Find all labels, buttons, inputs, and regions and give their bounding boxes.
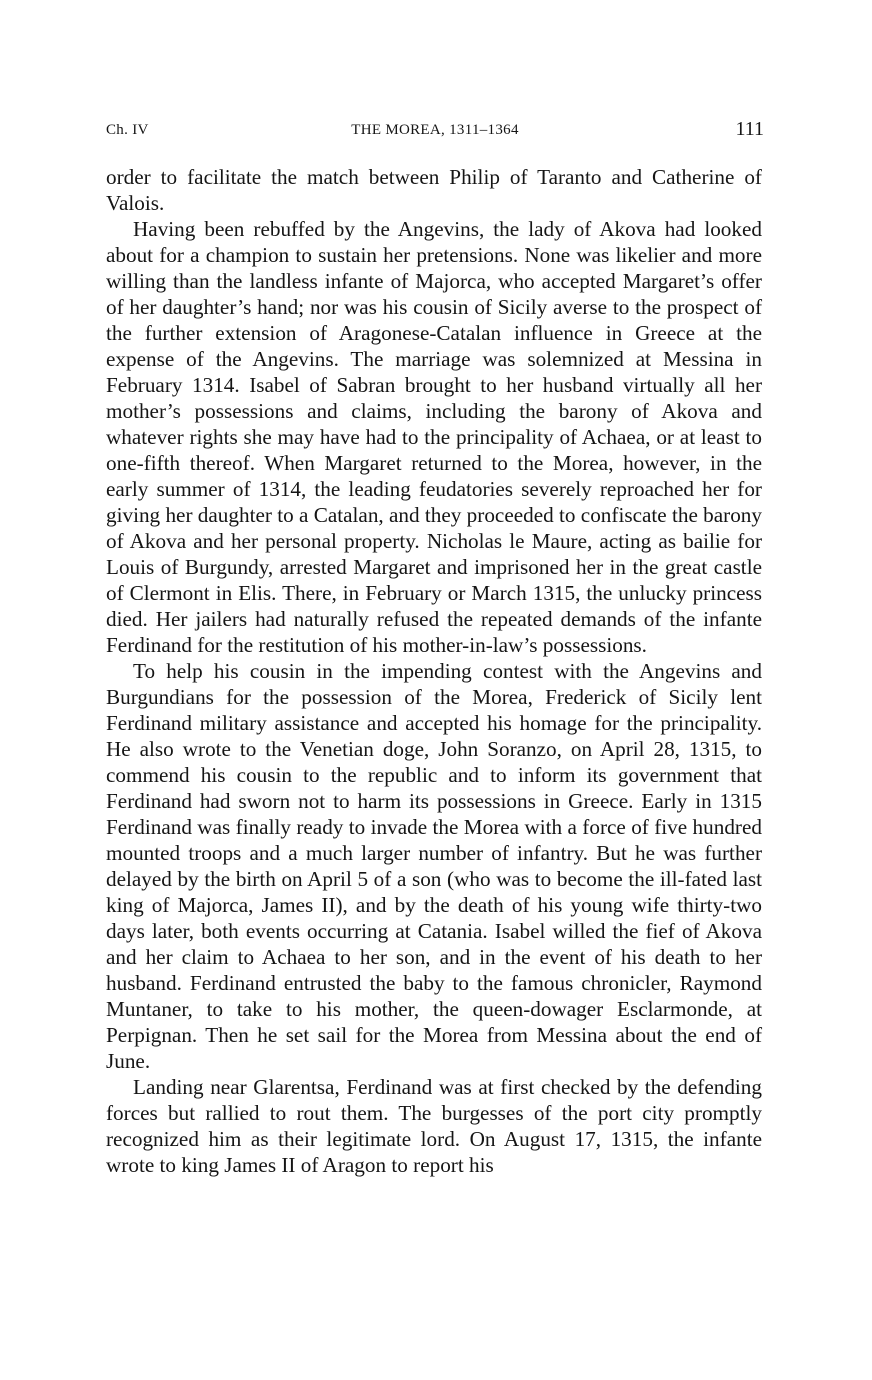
running-head	[106, 120, 764, 144]
paragraph: Having been rebuffed by the Angevins, the lady of Akova had looked about for a champion to sustain her pretensions. None was likelier and more willing than the landless infante of Majorca, who accepted Margaret’s offer of her daughter’s hand; nor was his cousin of Sicily averse to the prospect of the further extension of Aragonese-Catalan influence in Greece at the expense of the Angevins. The marriage was solemnized at Messina in February 1314. Isabel of Sabran brought to her husband virtually all her mother’s possessions and claims, including the barony of Akova and whatever rights she may have had to the principality of Achaea, or at least to one-fifth thereof. When Margaret returned to the Morea, however, in the early summer of 1314, the leading feudatories severely reproached her for giving her daughter to a Catalan, and they proceeded to confiscate the barony of Akova and her personal property. Nicholas le Maure, acting as bailie for Louis of Burgundy, arrested Margaret and imprisoned her in the great castle of Clermont in Elis. There, in February or March 1315, the unlucky princess died. Her jailers had naturally refused the repeated demands of the infante Ferdinand for the restitution of his mother-in-law’s possessions.	[106, 217, 762, 657]
paragraph: To help his cousin in the impending contest with the Angevins and Burgundians for the possession of the Morea, Frederick of Sicily lent Ferdinand military assistance and accepted his homage for the principality. He also wrote to the Venetian doge, John Soranzo, on April 28, 1315, to commend his cousin to the republic and to inform its government that Ferdinand had sworn not to harm its possessions in Greece. Early in 1315 Ferdinand was finally ready to invade the Morea with a force of five hundred mounted troops and a much larger number of infantry. But he was further delayed by the birth on April 5 of a son (who was to become the ill-fated last king of Majorca, James II), and by the death of his young wife thirty-two days later, both events occurring at Catania. Isabel willed the fief of Akova and her claim to Achaea to her son, and in the event of his death to her husband. Ferdinand entrusted the baby to the famous chronicler, Raymond Muntaner, to take to his mother, the queen-dowager Esclarmonde, at Perpignan. Then he set sail for the Morea from Messina about the end of June.	[106, 659, 762, 1073]
body-text	[106, 164, 762, 1178]
running-title: THE MOREA, 1311–1364	[351, 122, 519, 138]
paragraph: Landing near Glarentsa, Ferdinand was at first checked by the defending forces but rallied to rout them. The burgesses of the port city promptly recognized him as their legitimate lord. On August 17, 1315, the infante wrote to king James II of Aragon to report his	[106, 1075, 762, 1177]
paragraph-continued: order to facilitate the match between Philip of Taranto and Catherine of Valois.	[106, 165, 762, 215]
chapter-label: Ch. IV	[106, 122, 149, 138]
page-number: 111	[735, 118, 764, 140]
